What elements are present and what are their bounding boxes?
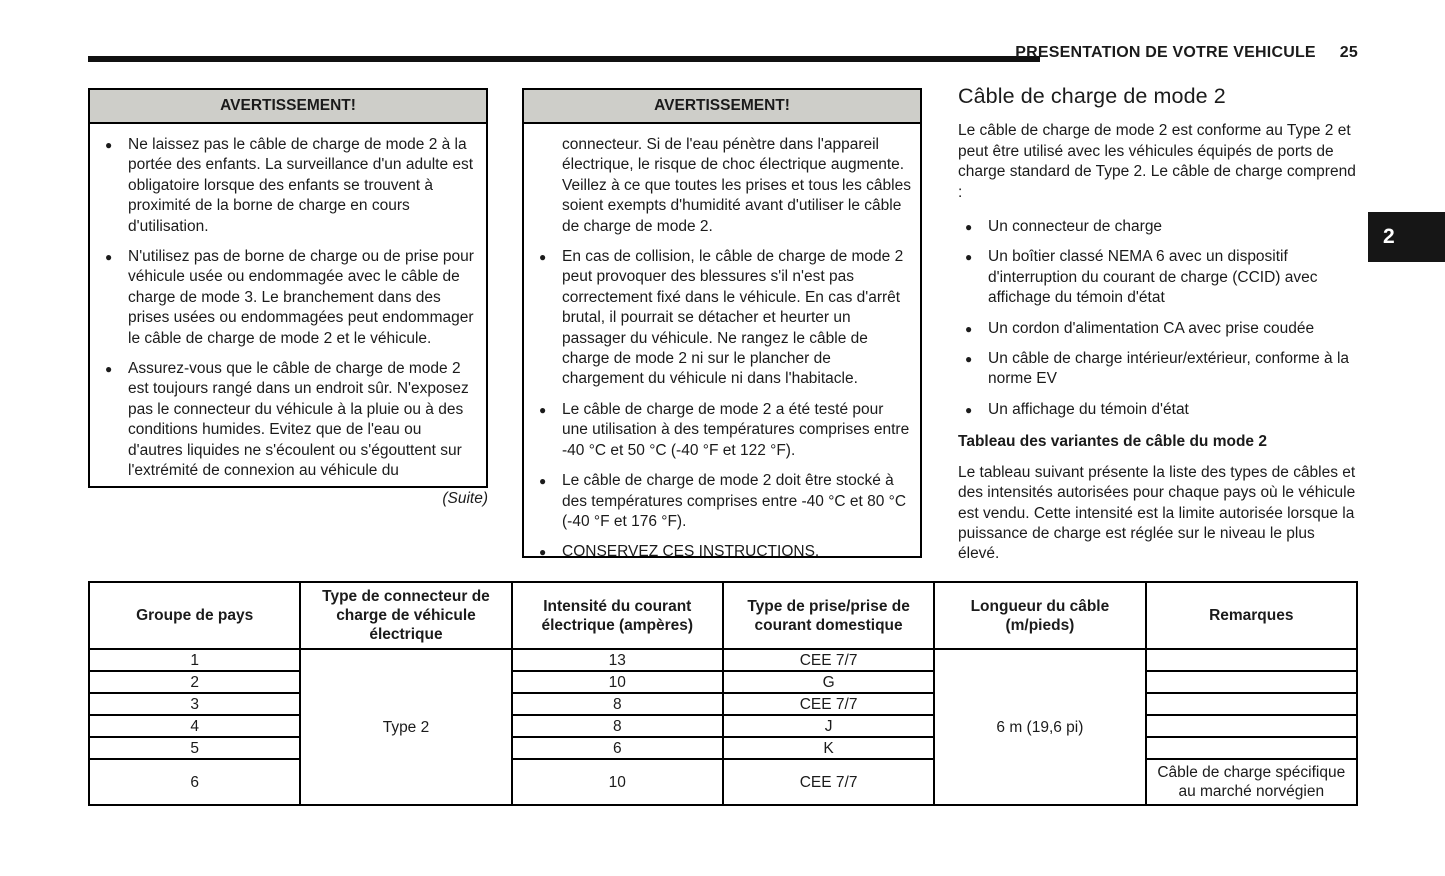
cell-remark (1146, 671, 1357, 693)
warning-box-1-title: AVERTISSEMENT! (88, 88, 488, 124)
column-header: Groupe de pays (89, 582, 300, 649)
section-heading: Câble de charge de mode 2 (958, 84, 1226, 108)
column-header: Type de connecteur de charge de véhicule électrique (300, 582, 511, 649)
cell-amperage: 13 (512, 649, 723, 671)
warning-box-2-bullet-list (532, 247, 912, 563)
continuation-note: (Suite) (442, 490, 488, 507)
cell-remark (1146, 737, 1357, 759)
page-header (1015, 44, 1358, 62)
table-intro: Le tableau suivant présente la liste des types de câbles et des intensités autorisées pour chaque pays où le véhicule est vendu. Cette intensité est la limite autorisée lorsque la puissance de charge est réglée sur le niveau le plus élevé. (958, 463, 1356, 563)
bullet-item: ● Le câble de charge de mode 2 a été testé pour une utilisation à des températures comprises entre -40 °C et 50 °C (-40 °F et 122 °F). (532, 400, 912, 461)
warning-box-2-body (522, 124, 922, 561)
table-row (89, 737, 1357, 759)
cell-group: 6 (89, 759, 300, 805)
cell-plug: G (723, 671, 934, 693)
warning-box-1 (88, 88, 488, 488)
chapter-tab: 2 (1368, 212, 1445, 262)
bullet-item: ● Un cordon d'alimentation CA avec prise coudée (958, 319, 1360, 339)
header-rule (88, 56, 1040, 62)
cell-amperage: 8 (512, 693, 723, 715)
cable-components-list (958, 217, 1360, 420)
table-row (89, 671, 1357, 693)
bullet-item: ● Assurez-vous que le câble de charge de mode 2 est toujours rangé dans un endroit sûr. N'exposez pas le connecteur du véhicule à la pluie ou à des conditions humides. Evitez que de l'eau ou d'autres liquides ne s'écoulent ou s'égouttent sur l'extrémité de connexion au véhicule du (98, 359, 478, 481)
cell-plug: CEE 7/7 (723, 649, 934, 671)
cell-plug: CEE 7/7 (723, 759, 934, 805)
cable-variants-table (88, 581, 1358, 806)
bullet-item: ● CONSERVEZ CES INSTRUCTIONS. (532, 542, 912, 562)
warning-box-2-title: AVERTISSEMENT! (522, 88, 922, 124)
bullet-item: ● N'utilisez pas de borne de charge ou de prise pour véhicule usée ou endommagée avec le câble de charge de mode 3. Le branchement dans des prises usées ou endommagées peut endommager le câble de charge de mode 2 et le véhicule. (98, 247, 478, 349)
column-header: Remarques (1146, 582, 1357, 649)
bullet-item: ● En cas de collision, le câble de charge de mode 2 peut provoquer des blessures s'il n'est pas correctement fixé dans le véhicule. En cas d'arrêt brutal, il pourrait se détacher et heurter un passager du véhicule. Ne rangez le câble de charge de mode 2 ni sur le plancher de chargement du véhicule ni dans l'habitacle. (532, 247, 912, 390)
bullet-item: ● Le câble de charge de mode 2 doit être stocké à des températures comprises entre -40 °C et 80 °C (-40 °F et 176 °F). (532, 471, 912, 532)
cell-group: 3 (89, 693, 300, 715)
table-header-row (89, 582, 1357, 649)
cell-plug: K (723, 737, 934, 759)
cell-remark: Câble de charge spécifique au marché norvégien (1146, 759, 1357, 805)
page-number: 25 (1339, 44, 1358, 61)
warning-box-2 (522, 88, 922, 561)
cell-plug: CEE 7/7 (723, 693, 934, 715)
cell-remark (1146, 649, 1357, 671)
cell-group: 4 (89, 715, 300, 737)
table-row (89, 759, 1357, 805)
column-header: Type de prise/prise de courant domestique (723, 582, 934, 649)
table-subheading: Tableau des variantes de câble du mode 2 (958, 433, 1267, 451)
right-column (958, 86, 1360, 575)
bullet-item: ● Un affichage du témoin d'état (958, 400, 1360, 420)
bullet-item: ● Ne laissez pas le câble de charge de mode 2 à la portée des enfants. La surveillance d'un adulte est obligatoire lorsque des enfants se trouvent à proximité de la borne de charge en cours d'utilisation. (98, 135, 478, 237)
continuation-paragraph: connecteur. Si de l'eau pénètre dans l'appareil électrique, le risque de choc électrique augmente. Veillez à ce que toutes les prises et tous les câbles soient exempts d'humidité avant d'utiliser le câble de charge de mode 2. (562, 136, 911, 235)
cell-remark (1146, 715, 1357, 737)
cell-amperage: 10 (512, 671, 723, 693)
cell-plug: J (723, 715, 934, 737)
cell-connector-type: Type 2 (300, 649, 511, 805)
column-header: Intensité du courant électrique (ampères) (512, 582, 723, 649)
cell-group: 1 (89, 649, 300, 671)
section-intro: Le câble de charge de mode 2 est conforme au Type 2 et peut être utilisé avec les véhicules équipés de ports de charge standard de Type 2. Le câble de charge comprend : (958, 122, 1356, 201)
table-row (89, 649, 1357, 671)
cell-cable-length: 6 m (19,6 pi) (934, 649, 1145, 805)
cell-amperage: 10 (512, 759, 723, 805)
bullet-item: ● Un câble de charge intérieur/extérieur, conforme à la norme EV (958, 349, 1360, 390)
warning-box-1-body (88, 124, 488, 488)
warning-box-1-bullet-list (98, 135, 478, 482)
table-row (89, 693, 1357, 715)
cell-group: 2 (89, 671, 300, 693)
bullet-item: ● Un boîtier classé NEMA 6 avec un dispositif d'interruption du courant de charge (CCID) avec affichage du témoin d'état (958, 247, 1360, 308)
table-row (89, 715, 1357, 737)
cell-group: 5 (89, 737, 300, 759)
cell-amperage: 8 (512, 715, 723, 737)
cell-amperage: 6 (512, 737, 723, 759)
bullet-item: ● Un connecteur de charge (958, 217, 1360, 237)
column-header: Longueur du câble (m/pieds) (934, 582, 1145, 649)
page-header-title: PRESENTATION DE VOTRE VEHICULE (1015, 44, 1316, 61)
cell-remark (1146, 693, 1357, 715)
